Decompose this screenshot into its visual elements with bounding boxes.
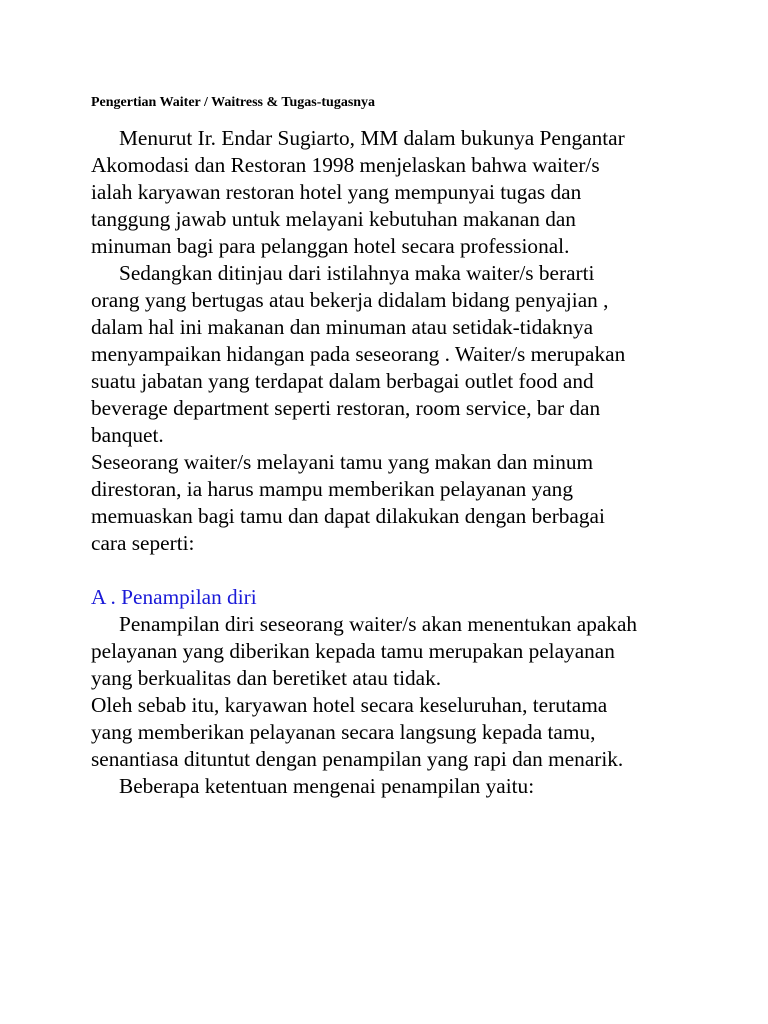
paragraph-2-line: beverage department seperti restoran, room service, bar dan bbox=[91, 396, 601, 420]
paragraph-spacer bbox=[91, 557, 691, 584]
paragraph-1-line: tanggung jawab untuk melayani kebutuhan makanan dan bbox=[91, 207, 576, 231]
paragraph-5-line: senantiasa dituntut dengan penampilan yang rapi dan menarik. bbox=[91, 747, 624, 771]
paragraph-3-line: memuaskan bagi tamu dan dapat dilakukan dengan berbagai bbox=[91, 504, 605, 528]
paragraph-4-line: yang berkualitas dan beretiket atau tidak. bbox=[91, 666, 442, 690]
paragraph-6-line: Beberapa ketentuan mengenai penampilan yaitu: bbox=[119, 774, 535, 798]
paragraph-1-line: ialah karyawan restoran hotel yang mempunyai tugas dan bbox=[91, 180, 582, 204]
document-title: Pengertian Waiter / Waitress & Tugas-tugasnya bbox=[91, 95, 376, 110]
document-body bbox=[91, 125, 691, 800]
paragraph-3-line: direstoran, ia harus mampu memberikan pelayanan yang bbox=[91, 477, 573, 501]
paragraph-1-line: Menurut Ir. Endar Sugiarto, MM dalam bukunya Pengantar bbox=[119, 126, 625, 150]
paragraph-1-line: Akomodasi dan Restoran 1998 menjelaskan bahwa waiter/s bbox=[91, 153, 600, 177]
section-a-heading: A . Penampilan diri bbox=[91, 585, 257, 609]
paragraph-3-line: Seseorang waiter/s melayani tamu yang makan dan minum bbox=[91, 450, 594, 474]
paragraph-2-line: banquet. bbox=[91, 423, 164, 447]
paragraph-2-line: menyampaikan hidangan pada seseorang . Waiter/s merupakan bbox=[91, 342, 626, 366]
paragraph-2-line: dalam hal ini makanan dan minuman atau setidak-tidaknya bbox=[91, 315, 594, 339]
paragraph-3-line: cara seperti: bbox=[91, 531, 195, 555]
paragraph-5-line: yang memberikan pelayanan secara langsung kepada tamu, bbox=[91, 720, 596, 744]
paragraph-2-line: suatu jabatan yang terdapat dalam berbagai outlet food and bbox=[91, 369, 594, 393]
paragraph-2-line: orang yang bertugas atau bekerja didalam bidang penyajian , bbox=[91, 288, 609, 312]
paragraph-1-line: minuman bagi para pelanggan hotel secara professional. bbox=[91, 234, 570, 258]
paragraph-5-line: Oleh sebab itu, karyawan hotel secara keseluruhan, terutama bbox=[91, 693, 608, 717]
paragraph-4-line: Penampilan diri seseorang waiter/s akan menentukan apakah bbox=[119, 612, 638, 636]
paragraph-2-line: Sedangkan ditinjau dari istilahnya maka waiter/s berarti bbox=[119, 261, 595, 285]
paragraph-4-line: pelayanan yang diberikan kepada tamu merupakan pelayanan bbox=[91, 639, 615, 663]
